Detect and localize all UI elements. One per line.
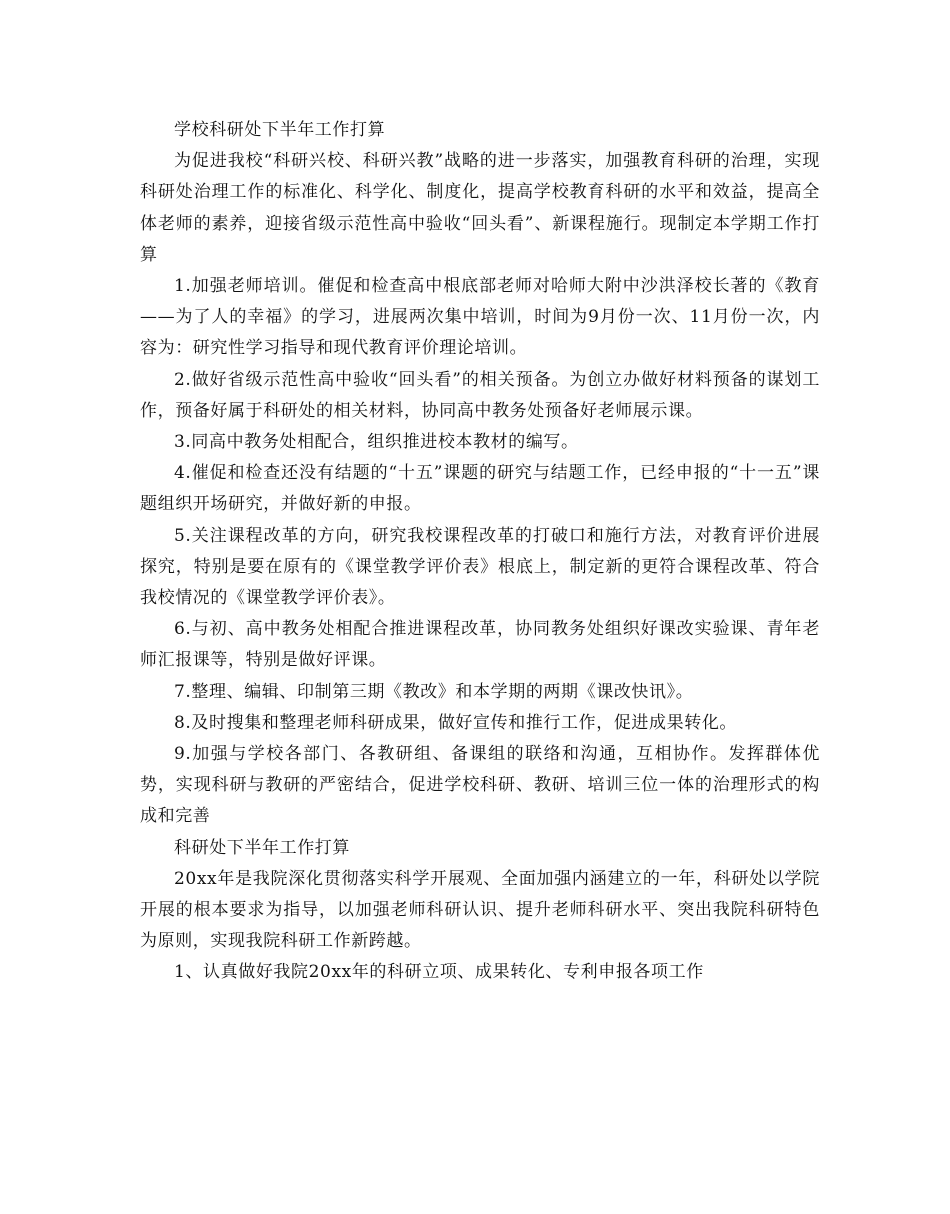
- intro-paragraph-2: 20xx年是我院深化贯彻落实科学开展观、全面加强内涵建立的一年，科研处以学院开展的根本要求为指导，以加强老师科研认识、提升老师科研水平、突出我院科研特色为原则，实现我院科研工作新跨越。: [140, 868, 820, 952]
- list-item-2: 2.做好省级示范性高中验收“回头看”的相关预备。为创立办做好材料预备的谋划工作，预备好属于科研处的相关材料，协同高中教务处预备好老师展示课。: [140, 369, 820, 421]
- section-title-research-office-plan: 科研处下半年工作打算: [174, 837, 350, 858]
- intro-paragraph: 为促进我校“科研兴校、科研兴教”战略的进一步落实，加强教育科研的治理，实现科研处治理工作的标准化、科学化、制度化，提高学校教育科研的水平和效益，提高全体老师的素养，迎接省级示范性高中验收“回头看”、新课程施行。现制定本学期工作打算: [140, 151, 820, 265]
- list-item-4: 4.催促和检查还没有结题的“十五”课题的研究与结题工作，已经申报的“十一五”课题组织开场研究，并做好新的申报。: [140, 463, 820, 515]
- list-item-6: 6.与初、高中教务处相配合推进课程改革，协同教务处组织好课改实验课、青年老师汇报课等，特别是做好评课。: [140, 619, 820, 671]
- document-body: [140, 115, 820, 989]
- list-item-8: 8.及时搜集和整理老师科研成果，做好宣传和推行工作，促进成果转化。: [174, 712, 738, 733]
- list-item-3: 3.同高中教务处相配合，组织推进校本教材的编写。: [174, 432, 579, 453]
- list-item-1: 1.加强老师培训。催促和检查高中根底部老师对哈师大附中沙洪泽校长著的《教育——为了人的幸福》的学习，进展两次集中培训，时间为9月份一次、11月份一次，内容为：研究性学习指导和现代教育评价理论培训。: [140, 276, 820, 359]
- list-item-9: 9.加强与学校各部门、各教研组、备课组的联络和沟通，互相协作。发挥群体优势，实现科研与教研的严密结合，促进学校科研、教研、培训三位一体的治理形式的构成和完善: [140, 744, 820, 827]
- section-title-school-research-plan: 学校科研处下半年工作打算: [174, 120, 386, 140]
- list-item-7: 7.整理、编辑、印制第三期《教改》和本学期的两期《课改快讯》。: [174, 681, 694, 702]
- list-item-5: 5.关注课程改革的方向，研究我校课程改革的打破口和施行方法，对教育评价进展探究，特别是要在原有的《课堂教学评价表》根底上，制定新的更符合课程改革、符合我校情况的《课堂教学评价表》。: [140, 525, 820, 609]
- list-item-2-1: 1、认真做好我院20xx年的科研立项、成果转化、专利申报各项工作: [174, 962, 704, 983]
